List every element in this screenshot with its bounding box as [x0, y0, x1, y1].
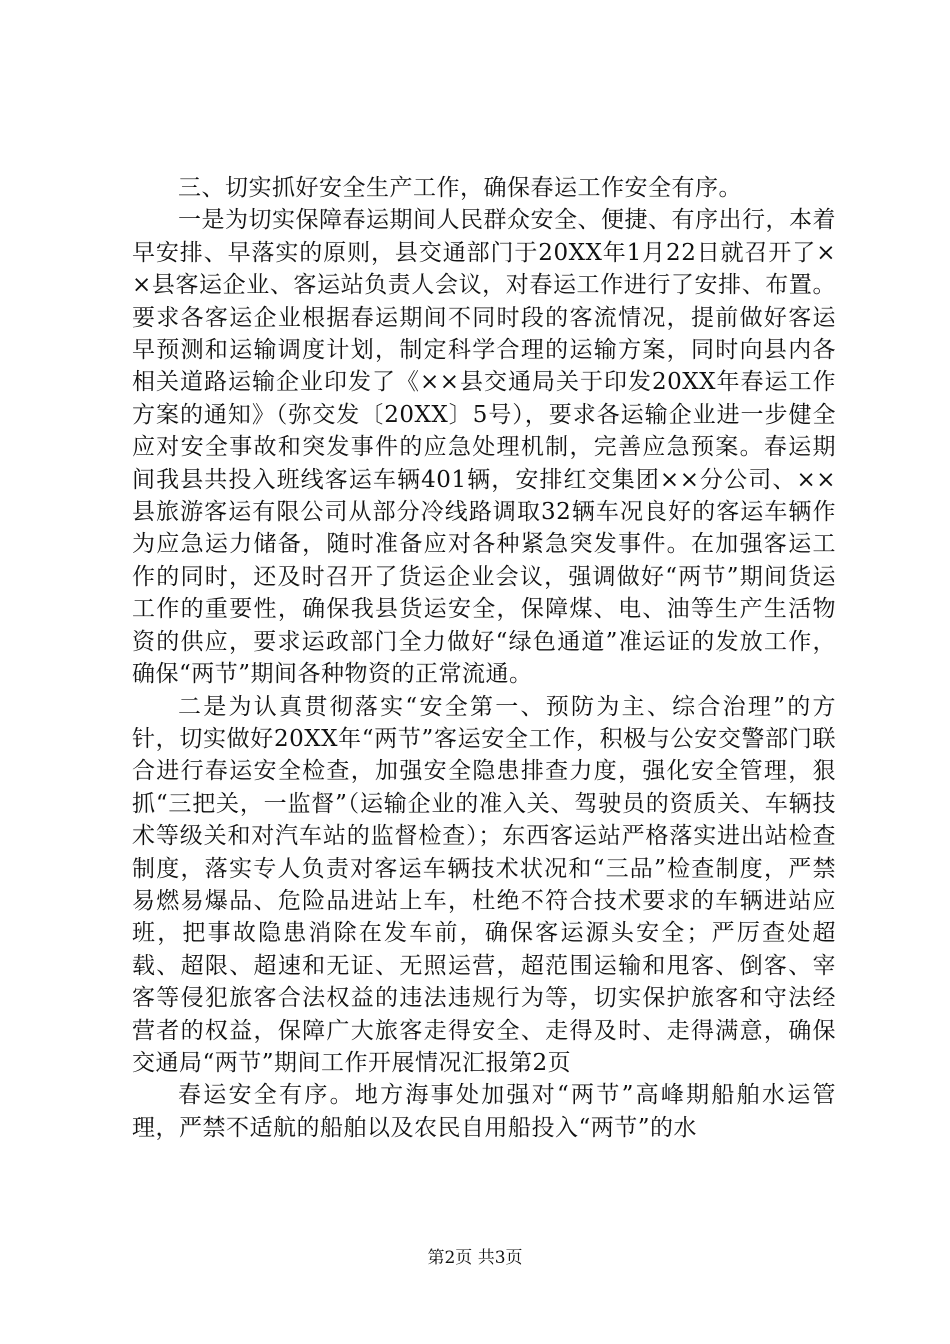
section-heading-paragraph: 三、切实抓好安全生产工作，确保春运工作安全有序。 — [178, 175, 742, 201]
body-paragraph: 春运安全有序。地方海事处加强对“两节”高峰期船舶水运管理，严禁不适航的船舶以及农民自用船投入“两节”的水 — [132, 1082, 836, 1141]
body-paragraph: 一是为切实保障春运期间人民群众安全、便捷、有序出行，本着早安排、早落实的原则，县交通部门于20XX年1月22日就召开了××县客运企业、客运站负责人会议，对春运工作进行了安排、布置。要求各客运企业根据春运期间不同时段的客流情况，提前做好客运早预测和运输调度计划，制定科学合理的运输方案，同时向县内各相关道路运输企业印发了《××县交通局关于印发20XX年春运工作方案的通知》（弥交发〔20XX〕5号），要求各运输企业进一步健全应对安全事故和突发事件的应急处理机制，完善应急预案。春运期间我县共投入班线客运车辆401辆，安排红交集团××分公司、××县旅游客运有限公司从部分冷线路调取32辆车况良好的客运车辆作为应急运力储备，随时准备应对各种紧急突发事件。在加强客运工作的同时，还及时召开了货运企业会议，强调做好“两节”期间货运工作的重要性，确保我县货运安全，保障煤、电、油等生产生活物资的供应，要求运政部门全力做好“绿色通道”准运证的发放工作，确保“两节”期间各种物资的正常流通。 — [132, 207, 836, 688]
page-footer: 第2页 共3页 — [427, 1248, 523, 1268]
document-body — [132, 172, 836, 1144]
body-paragraph: 二是为认真贯彻落实“安全第一、预防为主、综合治理”的方针，切实做好20XX年“两节”客运安全工作，积极与公安交警部门联合进行春运安全检查，加强安全隐患排查力度，强化安全管理，狠抓“三把关，一监督”（运输企业的准入关、驾驶员的资质关、车辆技术等级关和对汽车站的监督检查）；东西客运站严格落实进出站检查制度，落实专人负责对客运车辆技术状况和“三品”检查制度，严禁易燃易爆品、危险品进站上车，杜绝不符合技术要求的车辆进站应班，把事故隐患消除在发车前，确保客运源头安全；严厉查处超载、超限、超速和无证、无照运营，超范围运输和甩客、倒客、宰客等侵犯旅客合法权益的违法违规行为等，切实保护旅客和守法经营者的权益，保障广大旅客走得安全、走得及时、走得满意，确保交通局“两节”期间工作开展情况汇报第2页 — [132, 693, 836, 1076]
